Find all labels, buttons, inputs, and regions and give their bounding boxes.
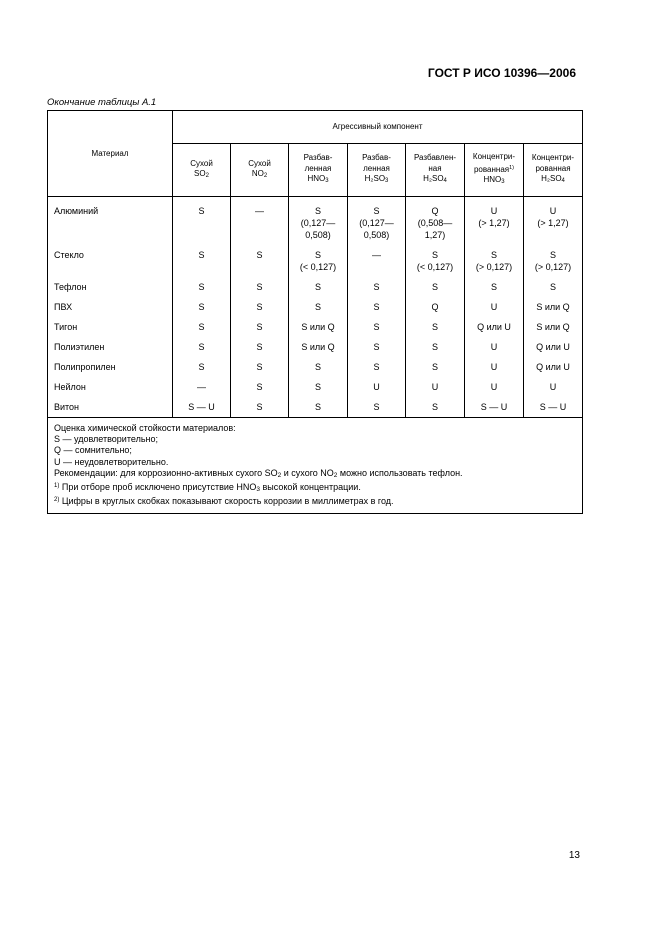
resistance-cell [406, 295, 465, 315]
resistance-cell [524, 375, 583, 395]
cell-line: S [256, 250, 263, 260]
resistance-cell [173, 243, 231, 275]
cell-line: (> 0,127) [475, 262, 513, 272]
resistance-cell [465, 295, 524, 315]
cell-line: S [198, 206, 205, 216]
cell-line: U [490, 342, 498, 352]
cell-line: Q [431, 206, 439, 216]
material-name: Тигон [48, 315, 173, 335]
resistance-cell [406, 395, 465, 418]
resistance-cell [465, 375, 524, 395]
cell-line: S [256, 342, 263, 352]
cell-line: S [549, 250, 556, 260]
cell-line: S [373, 362, 380, 372]
cell-line: S [431, 342, 438, 352]
material-name: Нейлон [48, 375, 173, 395]
resistance-cell [173, 335, 231, 355]
resistance-cell [465, 355, 524, 375]
cell-line: S или Q [536, 322, 570, 332]
footnote-1: $^{1)}$ При отборе проб исключено присутствие $HNO_3$ высокой концентрации. [54, 482, 361, 494]
resistance-cell [231, 295, 289, 315]
resistance-cell [348, 243, 406, 275]
cell-line: 0,508) [363, 230, 390, 240]
resistance-cell [348, 335, 406, 355]
cell-line: Q [431, 302, 439, 312]
resistance-cell [289, 275, 348, 295]
resistance-cell [231, 275, 289, 295]
resistance-cell [231, 197, 289, 244]
cell-line: S [198, 342, 205, 352]
material-name: Полиэтилен [48, 335, 173, 355]
resistance-cell [406, 375, 465, 395]
resistance-cell [289, 315, 348, 335]
resistance-cell [289, 295, 348, 315]
resistance-cell [348, 315, 406, 335]
table-row [48, 335, 583, 355]
cell-line: S [314, 206, 321, 216]
resistance-cell [173, 375, 231, 395]
cell-line: S [431, 322, 438, 332]
resistance-cell [406, 335, 465, 355]
cell-line: (0,127— [300, 218, 336, 228]
cell-line: S [256, 302, 263, 312]
cell-line: S [490, 282, 497, 292]
column-header: Сухой $NO_2$ [231, 144, 289, 197]
resistance-cell [406, 243, 465, 275]
resistance-cell [173, 355, 231, 375]
cell-line: (> 0,127) [534, 262, 572, 272]
cell-line: S — U [188, 402, 215, 412]
table-row [48, 295, 583, 315]
footnote-2: $^{2)}$ Цифры в круглых скобках показывают скорость коррозии в миллиметрах в год. [54, 496, 394, 507]
cell-line: S [490, 250, 497, 260]
cell-line: U [490, 382, 498, 392]
cell-line: S [256, 362, 263, 372]
resistance-cell [231, 375, 289, 395]
cell-line: — [197, 382, 206, 392]
resistance-cell [465, 275, 524, 295]
table-row [48, 375, 583, 395]
resistance-cell [524, 335, 583, 355]
material-column-header: Материал [48, 111, 173, 197]
resistance-cell [524, 243, 583, 275]
table-row [48, 355, 583, 375]
resistance-cell [465, 335, 524, 355]
rating-s: S — удовлетворительно; [54, 434, 158, 445]
resistance-cell [406, 355, 465, 375]
resistance-cell [524, 295, 583, 315]
resistance-cell [173, 275, 231, 295]
cell-line: S — U [480, 402, 508, 412]
cell-line: U [490, 302, 498, 312]
cell-line: Q или U [477, 322, 511, 332]
resistance-cell [231, 395, 289, 418]
cell-line: S [198, 322, 205, 332]
resistance-cell [173, 315, 231, 335]
column-header: Разбавлен- ная $H_2SO_4$ [406, 144, 465, 197]
rating-title: Оценка химической стойкости материалов: [54, 423, 236, 433]
table-notes [48, 418, 583, 514]
cell-line: S [256, 402, 263, 412]
resistance-cell [231, 355, 289, 375]
cell-line: (0,127— [359, 218, 394, 228]
table-row [48, 315, 583, 335]
cell-line: S [198, 362, 205, 372]
resistance-cell [524, 275, 583, 295]
column-header: Разбав- ленная $H_2SO_3$ [348, 144, 406, 197]
cell-line: S или Q [301, 342, 335, 352]
cell-line: (< 0,127) [299, 262, 337, 272]
table-row [48, 275, 583, 295]
resistance-cell [406, 275, 465, 295]
table-row [48, 197, 583, 244]
cell-line: S [373, 302, 380, 312]
resistance-cell [173, 395, 231, 418]
cell-line: S [314, 302, 321, 312]
cell-line: U [431, 382, 439, 392]
cell-line: U [549, 206, 557, 216]
resistance-cell [289, 335, 348, 355]
cell-line: S [431, 362, 438, 372]
rating-u: U — неудовлетворительно. [54, 456, 169, 467]
material-name: Витон [48, 395, 173, 418]
cell-line: S или Q [301, 322, 335, 332]
resistance-cell [524, 355, 583, 375]
resistance-cell [348, 295, 406, 315]
resistance-cell [348, 355, 406, 375]
resistance-cell [465, 315, 524, 335]
cell-line: S [314, 362, 321, 372]
cell-line: — [255, 206, 264, 216]
resistance-cell [231, 243, 289, 275]
chemical-resistance-table [47, 110, 583, 514]
cell-line: (0,508— [417, 218, 453, 228]
resistance-cell [524, 197, 583, 244]
cell-line: (> 1,27) [478, 218, 510, 228]
resistance-cell [524, 395, 583, 418]
material-name: Полипропилен [48, 355, 173, 375]
column-header: Концентри- рованная$^{1)}$ $HNO_3$ [465, 144, 524, 197]
cell-line: U [549, 382, 557, 392]
cell-line: — [372, 250, 381, 260]
cell-line: Q или U [536, 362, 570, 372]
standard-designation: ГОСТ Р ИСО 10396—2006 [427, 66, 576, 80]
resistance-cell [406, 197, 465, 244]
cell-line: S [314, 402, 321, 412]
cell-line: 0,508) [305, 230, 331, 240]
cell-line: Q или U [536, 342, 570, 352]
cell-line: S — U [539, 402, 567, 412]
cell-line: S [198, 250, 205, 260]
material-name: Стекло [48, 243, 173, 275]
cell-line: S [431, 250, 438, 260]
cell-line: S [256, 382, 263, 392]
cell-line: S [431, 402, 438, 412]
material-name: Алюминий [48, 197, 173, 244]
aggressive-component-header: Агрессивный компонент [173, 111, 583, 144]
column-header: Сухой $SO_2$ [173, 144, 231, 197]
resistance-cell [348, 375, 406, 395]
resistance-cell [289, 243, 348, 275]
cell-line: S [373, 402, 380, 412]
column-header: Разбав- ленная $HNO_3$ [289, 144, 348, 197]
resistance-cell [231, 315, 289, 335]
resistance-cell [465, 197, 524, 244]
resistance-cell [289, 395, 348, 418]
material-name: Тефлон [48, 275, 173, 295]
resistance-cell [289, 375, 348, 395]
resistance-cell [406, 315, 465, 335]
resistance-cell [289, 355, 348, 375]
cell-line: S [373, 342, 380, 352]
recommendation: Рекомендации: для коррозионно-активных сухого $SO_2$ и сухого $NO_2$ можно использовать тефлон. [54, 467, 463, 479]
resistance-cell [348, 197, 406, 244]
cell-line: 1,27) [424, 230, 446, 240]
table-row [48, 243, 583, 275]
cell-line: U [490, 362, 498, 372]
resistance-cell [465, 395, 524, 418]
cell-line: S [373, 282, 380, 292]
resistance-cell [524, 315, 583, 335]
cell-line: S [373, 322, 380, 332]
cell-line: (> 1,27) [537, 218, 569, 228]
cell-line: U [490, 206, 498, 216]
cell-line: S [549, 282, 556, 292]
resistance-cell [348, 395, 406, 418]
cell-line: S [314, 282, 321, 292]
table-row [48, 395, 583, 418]
rating-q: Q — сомнительно; [54, 445, 132, 456]
resistance-cell [465, 243, 524, 275]
cell-line: S [314, 382, 321, 392]
cell-line: S [314, 250, 321, 260]
cell-line: S [198, 302, 205, 312]
cell-line: S [431, 282, 438, 292]
resistance-cell [173, 197, 231, 244]
material-name: ПВХ [48, 295, 173, 315]
cell-line: S [256, 282, 263, 292]
cell-line: S [256, 322, 263, 332]
cell-line: S [373, 206, 380, 216]
resistance-cell [348, 275, 406, 295]
column-header: Концентри- рованная $H_2SO_4$ [524, 144, 583, 197]
resistance-cell [231, 335, 289, 355]
cell-line: S или Q [536, 302, 570, 312]
page-number: 13 [568, 850, 580, 861]
resistance-cell [289, 197, 348, 244]
table-caption: Окончание таблицы А.1 [47, 97, 157, 108]
resistance-cell [173, 295, 231, 315]
cell-line: (< 0,127) [416, 262, 454, 272]
cell-line: U [373, 382, 380, 392]
cell-line: S [198, 282, 205, 292]
